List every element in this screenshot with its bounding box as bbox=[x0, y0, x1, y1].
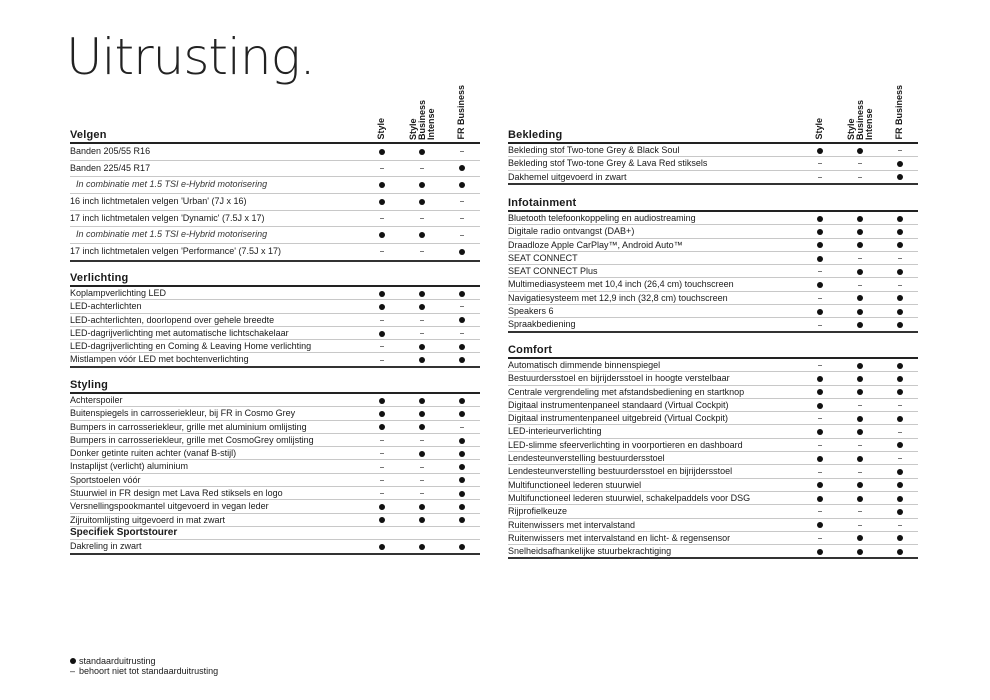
standard-dot-icon bbox=[815, 212, 825, 224]
standard-dot-icon bbox=[377, 500, 387, 512]
column-header: FR Business bbox=[894, 85, 904, 140]
section-infotainment bbox=[508, 196, 918, 333]
standard-dot-icon bbox=[895, 171, 905, 183]
feature-label: Koplampverlichting LED bbox=[70, 288, 167, 298]
table-row bbox=[70, 211, 480, 228]
not-standard-dash-icon bbox=[377, 474, 387, 486]
standard-dot-icon bbox=[855, 386, 865, 398]
standard-dot-icon bbox=[815, 305, 825, 317]
feature-label: In combinatie met 1.5 TSI e-Hybrid motorisering bbox=[76, 179, 268, 190]
feature-label: Instaplijst (verlicht) aluminium bbox=[70, 461, 189, 472]
standard-dot-icon bbox=[377, 227, 387, 243]
standard-dot-icon bbox=[417, 227, 427, 243]
not-standard-dash-icon bbox=[895, 519, 905, 531]
table-row bbox=[70, 421, 480, 434]
table-row bbox=[70, 353, 480, 365]
feature-label: Ruitenwissers met intervalstand en licht- & regensensor bbox=[508, 532, 731, 543]
table-row bbox=[70, 540, 480, 552]
standard-dot-icon bbox=[895, 465, 905, 477]
not-standard-dash-icon bbox=[457, 327, 467, 339]
not-standard-dash-icon bbox=[855, 505, 865, 517]
standard-dot-icon bbox=[855, 545, 865, 557]
table-row bbox=[508, 144, 918, 157]
feature-label: Bekleding stof Two-tone Grey & Black Soul bbox=[508, 145, 680, 155]
feature-table bbox=[70, 142, 480, 262]
table-row bbox=[70, 327, 480, 340]
feature-label: LED-achterlichten, doorlopend over gehele breedte bbox=[70, 314, 275, 325]
standard-dot-icon bbox=[377, 287, 387, 299]
standard-dot-icon bbox=[417, 394, 427, 406]
standard-dot-icon bbox=[895, 505, 905, 517]
standard-dot-icon bbox=[895, 386, 905, 398]
table-row bbox=[508, 212, 918, 225]
standard-dot-icon bbox=[457, 460, 467, 472]
standard-dot-icon bbox=[417, 421, 427, 433]
feature-label: Automatisch dimmende binnenspiegel bbox=[508, 360, 661, 370]
not-standard-dash-icon bbox=[895, 278, 905, 290]
table-row bbox=[70, 144, 480, 161]
standard-dot-icon bbox=[457, 244, 467, 260]
standard-dot-icon bbox=[417, 177, 427, 193]
feature-label: Dakreling in zwart bbox=[70, 541, 142, 552]
standard-dot-icon bbox=[377, 540, 387, 552]
standard-dot-icon bbox=[457, 434, 467, 446]
column-header: Style bbox=[376, 118, 386, 140]
table-row bbox=[70, 514, 480, 527]
not-standard-dash-icon bbox=[457, 227, 467, 243]
standard-dot-icon bbox=[417, 340, 427, 352]
table-row bbox=[508, 545, 918, 557]
standard-dot-icon bbox=[457, 353, 467, 365]
standard-dot-icon bbox=[417, 514, 427, 526]
not-standard-dash-icon bbox=[377, 487, 387, 499]
feature-label: Banden 225/45 R17 bbox=[70, 162, 151, 173]
standard-dot-icon bbox=[457, 161, 467, 177]
standard-dot-icon bbox=[457, 394, 467, 406]
not-standard-dash-icon bbox=[377, 161, 387, 177]
table-row bbox=[70, 287, 480, 300]
standard-dot-icon bbox=[815, 452, 825, 464]
not-standard-dash-icon bbox=[815, 265, 825, 277]
standard-dot-icon bbox=[895, 157, 905, 169]
feature-label: Bestuurdersstoel en bijrijdersstoel in hoogte verstelbaar bbox=[508, 373, 730, 384]
standard-dot-icon bbox=[855, 359, 865, 371]
feature-label: Lendesteunverstelling bestuurdersstoel bbox=[508, 453, 665, 464]
feature-label: Donker getinte ruiten achter (vanaf B-stijl) bbox=[70, 448, 237, 459]
standard-dot-icon bbox=[895, 412, 905, 424]
feature-label: Digitale radio ontvangst (DAB+) bbox=[508, 226, 635, 237]
table-row bbox=[70, 227, 480, 244]
standard-dot-icon bbox=[457, 500, 467, 512]
not-standard-dash-icon bbox=[815, 292, 825, 304]
standard-dot-icon bbox=[377, 514, 387, 526]
standard-dot-icon bbox=[855, 265, 865, 277]
not-standard-dash-icon bbox=[815, 439, 825, 451]
standard-dot-icon bbox=[855, 452, 865, 464]
feature-label: Dakhemel uitgevoerd in zwart bbox=[508, 171, 627, 182]
standard-dot-icon bbox=[815, 278, 825, 290]
feature-label: Navigatiesysteem met 12,9 inch (32,8 cm) touchscreen bbox=[508, 292, 728, 303]
column-header: Style Business Intense bbox=[408, 99, 436, 140]
feature-label: Speakers 6 bbox=[508, 306, 554, 317]
feature-label: SEAT CONNECT Plus bbox=[508, 266, 598, 277]
standard-dot-icon bbox=[815, 386, 825, 398]
standard-dot-icon bbox=[855, 372, 865, 384]
standard-dot-icon bbox=[457, 514, 467, 526]
not-standard-dash-icon bbox=[417, 474, 427, 486]
feature-label: Rijprofielkeuze bbox=[508, 506, 568, 517]
standard-dot-icon bbox=[855, 305, 865, 317]
not-standard-dash-icon bbox=[855, 157, 865, 169]
standard-dot-icon bbox=[855, 492, 865, 504]
standard-dot-icon bbox=[815, 399, 825, 411]
standard-dot-icon bbox=[417, 353, 427, 365]
table-row bbox=[70, 394, 480, 407]
section-title: Verlichting bbox=[70, 272, 129, 284]
table-row bbox=[508, 225, 918, 238]
table-row bbox=[508, 505, 918, 518]
table-row bbox=[70, 500, 480, 513]
feature-label: Stuurwiel in FR design met Lava Red stiksels en logo bbox=[70, 488, 283, 499]
not-standard-dash-icon bbox=[457, 300, 467, 312]
legend-text: behoort niet tot standaarduitrusting bbox=[79, 666, 219, 676]
standard-dot-icon bbox=[417, 287, 427, 299]
table-row bbox=[508, 359, 918, 372]
standard-dot-icon bbox=[377, 177, 387, 193]
standard-dot-icon bbox=[417, 540, 427, 552]
not-standard-dash-icon bbox=[815, 359, 825, 371]
standard-dot-icon bbox=[457, 407, 467, 419]
column-header: FR Business bbox=[456, 85, 466, 140]
not-standard-dash-icon bbox=[855, 278, 865, 290]
table-row bbox=[508, 292, 918, 305]
table-row bbox=[508, 465, 918, 478]
table-row bbox=[70, 194, 480, 211]
standard-dot-icon bbox=[417, 144, 427, 160]
standard-dot-icon bbox=[895, 292, 905, 304]
feature-label: SEAT CONNECT bbox=[508, 252, 578, 263]
section-title: Styling bbox=[70, 379, 109, 391]
not-standard-dash-icon bbox=[895, 399, 905, 411]
not-standard-dash-icon bbox=[417, 327, 427, 339]
feature-label: Digitaal instrumentenpaneel standaard (Virtual Cockpit) bbox=[508, 399, 729, 410]
standard-dot-icon bbox=[815, 144, 825, 156]
standard-dot-icon bbox=[855, 425, 865, 437]
feature-label: Achterspoiler bbox=[70, 395, 123, 405]
table-row bbox=[508, 519, 918, 532]
not-standard-dash-icon bbox=[417, 211, 427, 227]
table-row bbox=[70, 447, 480, 460]
feature-label: In combinatie met 1.5 TSI e-Hybrid motorisering bbox=[76, 229, 268, 240]
table-row bbox=[508, 492, 918, 505]
not-standard-dash-icon bbox=[377, 353, 387, 365]
table-row bbox=[508, 318, 918, 330]
not-standard-dash-icon bbox=[815, 171, 825, 183]
table-row bbox=[508, 278, 918, 291]
standard-dot-icon bbox=[855, 318, 865, 330]
standard-dot-icon bbox=[457, 447, 467, 459]
table-row bbox=[508, 479, 918, 492]
not-standard-dash-icon bbox=[417, 161, 427, 177]
table-row bbox=[508, 425, 918, 438]
standard-dot-icon bbox=[417, 500, 427, 512]
standard-dot-icon bbox=[895, 492, 905, 504]
not-standard-dash-icon bbox=[855, 519, 865, 531]
standard-dot-icon bbox=[855, 292, 865, 304]
feature-label: Bumpers in carrosseriekleur, grille met aluminium omlijsting bbox=[70, 421, 307, 432]
not-standard-dash-icon bbox=[417, 434, 427, 446]
standard-dot-icon bbox=[895, 479, 905, 491]
feature-table bbox=[508, 142, 918, 185]
table-row bbox=[70, 300, 480, 313]
standard-dot-icon bbox=[457, 474, 467, 486]
table-row bbox=[508, 265, 918, 278]
feature-label: 17 inch lichtmetalen velgen 'Performance' (7.5J x 17) bbox=[70, 246, 282, 257]
section-bekleding bbox=[508, 128, 918, 185]
not-standard-dash-icon bbox=[815, 412, 825, 424]
not-standard-dash-icon bbox=[895, 144, 905, 156]
standard-dot-icon bbox=[457, 540, 467, 552]
legend bbox=[70, 656, 218, 676]
section-title: Infotainment bbox=[508, 197, 577, 209]
standard-dot-icon bbox=[815, 479, 825, 491]
feature-label: Bumpers in carrosseriekleur, grille met CosmoGrey omlijsting bbox=[70, 434, 314, 445]
table-row bbox=[508, 412, 918, 425]
not-standard-dash-icon bbox=[815, 157, 825, 169]
section-styling bbox=[70, 378, 480, 555]
not-standard-dash-icon bbox=[417, 244, 427, 260]
feature-label: Buitenspiegels in carrosseriekleur, bij FR in Cosmo Grey bbox=[70, 408, 296, 419]
standard-dot-icon bbox=[457, 314, 467, 326]
not-standard-dash-icon bbox=[855, 252, 865, 264]
standard-dot-icon bbox=[855, 412, 865, 424]
feature-label: LED-slimme sfeerverlichting in voorportieren en dashboard bbox=[508, 439, 743, 450]
standard-dot-icon bbox=[855, 239, 865, 251]
table-row bbox=[508, 532, 918, 545]
feature-label: Specifiek Sportstourer bbox=[70, 526, 178, 538]
not-standard-dash-icon bbox=[815, 318, 825, 330]
not-standard-dash-icon bbox=[377, 460, 387, 472]
column-header: Style Business Intense bbox=[846, 99, 874, 140]
not-standard-dash-icon bbox=[457, 211, 467, 227]
feature-label: Multifunctioneel lederen stuurwiel, schakelpaddels voor DSG bbox=[508, 492, 751, 503]
feature-label: Spraakbediening bbox=[508, 319, 576, 330]
not-standard-dash-icon bbox=[815, 532, 825, 544]
not-standard-dash-icon bbox=[377, 244, 387, 260]
standard-dot-icon bbox=[457, 287, 467, 299]
not-standard-dash-icon bbox=[815, 465, 825, 477]
not-standard-dash-icon bbox=[377, 434, 387, 446]
feature-label: Digitaal instrumentenpaneel uitgebreid (Virtual Cockpit) bbox=[508, 413, 728, 424]
feature-label: 17 inch lichtmetalen velgen 'Dynamic' (7.5J x 17) bbox=[70, 212, 265, 223]
standard-dot-icon bbox=[457, 177, 467, 193]
standard-dot-icon bbox=[417, 300, 427, 312]
standard-dot-icon bbox=[895, 532, 905, 544]
feature-table bbox=[70, 392, 480, 555]
table-row bbox=[508, 252, 918, 265]
feature-label: Versnellingspookmantel uitgevoerd in vegan leder bbox=[70, 501, 269, 512]
feature-label: Bekleding stof Two-tone Grey & Lava Red stiksels bbox=[508, 158, 708, 169]
not-standard-dash-icon bbox=[417, 314, 427, 326]
standard-dot-icon bbox=[815, 225, 825, 237]
standard-dot-icon bbox=[815, 492, 825, 504]
standard-dot-icon bbox=[377, 144, 387, 160]
table-row bbox=[70, 161, 480, 178]
standard-dot-icon bbox=[895, 318, 905, 330]
section-velgen bbox=[70, 128, 480, 262]
feature-label: Centrale vergrendeling met afstandsbediening en startknop bbox=[508, 386, 745, 397]
standard-dot-icon bbox=[895, 372, 905, 384]
feature-label: Multimediasysteem met 10,4 inch (26,4 cm) touchscreen bbox=[508, 279, 734, 290]
standard-dot-icon bbox=[855, 479, 865, 491]
feature-label: LED-dagrijverlichting met automatische lichtschakelaar bbox=[70, 327, 289, 338]
standard-dot-icon bbox=[855, 212, 865, 224]
table-row bbox=[70, 487, 480, 500]
table-row bbox=[70, 460, 480, 473]
not-standard-dash-icon bbox=[457, 421, 467, 433]
feature-label: Zijruitomlijsting uitgevoerd in mat zwart bbox=[70, 514, 226, 525]
not-standard-dash-icon bbox=[457, 144, 467, 160]
not-standard-dash-icon bbox=[895, 452, 905, 464]
legend-item-not-standard bbox=[70, 666, 218, 676]
table-row bbox=[70, 340, 480, 353]
not-standard-dash-icon bbox=[855, 399, 865, 411]
not-standard-dash-icon bbox=[377, 447, 387, 459]
section-title: Comfort bbox=[508, 344, 553, 356]
section-title: Velgen bbox=[70, 129, 107, 141]
feature-label: Bluetooth telefoonkoppeling en audiostreaming bbox=[508, 213, 696, 223]
standard-dot-icon bbox=[815, 425, 825, 437]
standard-dot-icon bbox=[377, 394, 387, 406]
section-comfort bbox=[508, 343, 918, 559]
not-standard-dash-icon bbox=[855, 439, 865, 451]
table-row bbox=[508, 386, 918, 399]
table-row bbox=[508, 452, 918, 465]
feature-table bbox=[508, 210, 918, 333]
not-standard-dash-icon bbox=[855, 171, 865, 183]
standard-dot-icon bbox=[895, 359, 905, 371]
table-row bbox=[508, 439, 918, 452]
not-standard-dash-icon bbox=[417, 460, 427, 472]
standard-dot-icon bbox=[457, 340, 467, 352]
feature-label: Ruitenwissers met intervalstand bbox=[508, 519, 636, 530]
dash-icon: – bbox=[70, 666, 76, 676]
standard-dot-icon bbox=[895, 545, 905, 557]
standard-dot-icon bbox=[377, 300, 387, 312]
table-row bbox=[508, 171, 918, 183]
not-standard-dash-icon bbox=[855, 465, 865, 477]
table-row bbox=[70, 407, 480, 420]
standard-dot-icon bbox=[377, 194, 387, 210]
feature-label: Snelheidsafhankelijke stuurbekrachtiging bbox=[508, 546, 672, 557]
standard-dot-icon bbox=[377, 421, 387, 433]
table-row bbox=[508, 372, 918, 385]
standard-dot-icon bbox=[855, 532, 865, 544]
standard-dot-icon bbox=[417, 194, 427, 210]
not-standard-dash-icon bbox=[457, 194, 467, 210]
not-standard-dash-icon bbox=[417, 487, 427, 499]
standard-dot-icon bbox=[895, 239, 905, 251]
not-standard-dash-icon bbox=[377, 211, 387, 227]
standard-dot-icon bbox=[377, 327, 387, 339]
not-standard-dash-icon bbox=[815, 505, 825, 517]
dot-icon bbox=[70, 656, 79, 666]
page-title: Uitrusting. bbox=[66, 28, 315, 86]
feature-label: Mistlampen vóór LED met bochtenverlichting bbox=[70, 354, 249, 365]
not-standard-dash-icon bbox=[377, 340, 387, 352]
standard-dot-icon bbox=[895, 305, 905, 317]
not-standard-dash-icon bbox=[895, 425, 905, 437]
table-row bbox=[70, 244, 480, 260]
table-row bbox=[70, 434, 480, 447]
feature-label: LED-dagrijverlichting en Coming & Leaving Home verlichting bbox=[70, 341, 312, 352]
section-verlichting bbox=[70, 271, 480, 368]
subsection-row bbox=[70, 527, 480, 540]
standard-dot-icon bbox=[895, 212, 905, 224]
feature-label: LED-achterlichten bbox=[70, 301, 142, 312]
standard-dot-icon bbox=[855, 225, 865, 237]
table-row bbox=[508, 305, 918, 318]
table-row bbox=[70, 314, 480, 327]
standard-dot-icon bbox=[895, 225, 905, 237]
table-row bbox=[70, 177, 480, 194]
standard-dot-icon bbox=[895, 265, 905, 277]
standard-dot-icon bbox=[815, 252, 825, 264]
legend-item-standard bbox=[70, 656, 218, 666]
feature-label: Banden 205/55 R16 bbox=[70, 146, 151, 156]
feature-label: LED-interieurverlichting bbox=[508, 426, 602, 437]
table-row bbox=[70, 474, 480, 487]
feature-table bbox=[70, 285, 480, 368]
standard-dot-icon bbox=[895, 439, 905, 451]
standard-dot-icon bbox=[457, 487, 467, 499]
legend-text: standaarduitrusting bbox=[79, 656, 156, 666]
standard-dot-icon bbox=[417, 447, 427, 459]
not-standard-dash-icon bbox=[377, 314, 387, 326]
not-standard-dash-icon bbox=[895, 252, 905, 264]
table-row bbox=[508, 157, 918, 170]
feature-label: Lendesteunverstelling bestuurdersstoel en bijrijdersstoel bbox=[508, 466, 733, 477]
table-row bbox=[508, 239, 918, 252]
standard-dot-icon bbox=[377, 407, 387, 419]
section-title: Bekleding bbox=[508, 129, 563, 141]
feature-label: Draadloze Apple CarPlay™, Android Auto™ bbox=[508, 239, 683, 250]
table-row bbox=[508, 399, 918, 412]
feature-table bbox=[508, 357, 918, 559]
standard-dot-icon bbox=[855, 144, 865, 156]
column-header: Style bbox=[814, 118, 824, 140]
standard-dot-icon bbox=[815, 372, 825, 384]
standard-dot-icon bbox=[815, 545, 825, 557]
feature-label: 16 inch lichtmetalen velgen 'Urban' (7J x 16) bbox=[70, 196, 247, 207]
feature-label: Sportstoelen vóór bbox=[70, 474, 141, 485]
standard-dot-icon bbox=[815, 519, 825, 531]
standard-dot-icon bbox=[417, 407, 427, 419]
standard-dot-icon bbox=[815, 239, 825, 251]
feature-label: Multifunctioneel lederen stuurwiel bbox=[508, 479, 642, 490]
